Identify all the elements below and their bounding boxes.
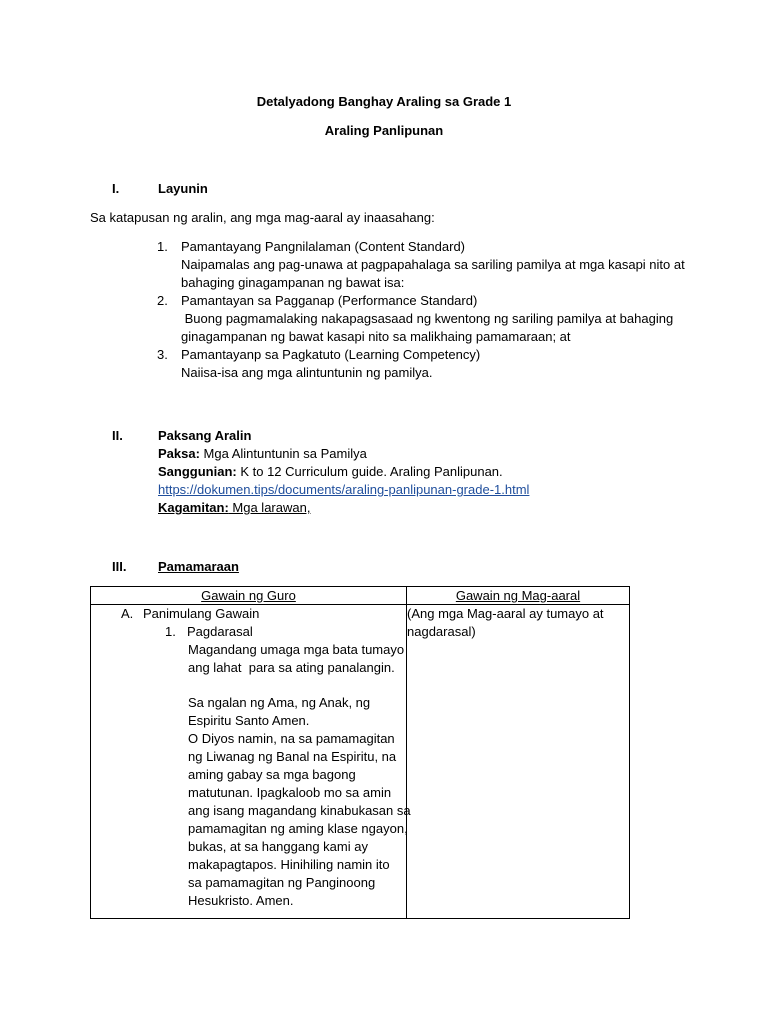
header-gawain-guro: Gawain ng Guro <box>91 587 407 605</box>
guro-line: ang lahat para sa ating panalangin. <box>188 660 395 675</box>
header-gawain-magaaral: Gawain ng Mag-aaral <box>407 587 630 605</box>
sanggunian-label: Sanggunian: <box>158 464 237 479</box>
prayer-line: O Diyos namin, na sa pamamagitan <box>188 731 395 746</box>
objective-text: bahaging ginagampanan ng bawat isa: <box>181 275 405 290</box>
magaaral-line: (Ang mga Mag-aaral ay tumayo at <box>407 606 604 621</box>
objective-item <box>157 238 717 292</box>
prayer-line: Sa ngalan ng Ama, ng Anak, ng <box>188 695 371 710</box>
procedure-table <box>90 586 630 919</box>
part-label: A. <box>121 606 134 621</box>
section-2-heading: Paksang Aralin <box>158 428 252 443</box>
prayer-line: makapagtapos. Hinihiling namin ito <box>188 857 390 872</box>
section-1-heading: Layunin <box>158 181 208 196</box>
objective-text: Naiisa-isa ang mga alintuntunin ng pamilya. <box>181 365 433 380</box>
objective-label: Pamantayanp sa Pagkatuto (Learning Competency) <box>181 347 481 362</box>
paksa-line <box>158 445 529 463</box>
objective-number: 1. <box>157 239 168 254</box>
prayer-line: Espiritu Santo Amen. <box>188 713 310 728</box>
part-title: Panimulang Gawain <box>143 606 260 621</box>
prayer-line: matutunan. Ipagkaloob mo sa amin <box>188 785 392 800</box>
magaaral-cell <box>407 605 630 919</box>
table-row <box>91 605 630 919</box>
section-1-intro: Sa katapusan ng aralin, ang mga mag-aaral ay inaasahang: <box>90 210 435 225</box>
prayer-line: aming gabay sa mga bagong <box>188 767 356 782</box>
objectives-list <box>157 238 717 382</box>
objective-item <box>157 346 717 382</box>
prayer-line: sa pamamagitan ng Panginoong <box>188 875 376 890</box>
reference-link[interactable]: https://dokumen.tips/documents/araling-panlipunan-grade-1.html <box>158 482 530 497</box>
prayer-line: bukas, at sa hanggang kami ay <box>188 839 368 854</box>
section-3-numeral: III. <box>112 559 127 574</box>
section-2-numeral: II. <box>112 428 123 443</box>
section-3-heading: Pamamaraan <box>158 559 239 574</box>
step-title: Pagdarasal <box>187 624 253 639</box>
sanggunian-line <box>158 463 529 481</box>
objective-text: Buong pagmamalaking nakapagsasaad ng kwentong ng sariling pamilya at bahaging <box>181 311 674 326</box>
part-heading <box>91 605 406 623</box>
objective-text: ginagampanan ng bawat kasapi nito sa malikhaing pamamaraan; at <box>181 329 571 344</box>
section-2-block <box>158 427 529 517</box>
paksa-value: Mga Alintuntunin sa Pamilya <box>199 446 367 461</box>
section-1-numeral: I. <box>112 181 120 196</box>
kagamitan-value: Mga larawan, <box>228 500 311 515</box>
guro-cell <box>91 605 411 919</box>
objective-number: 2. <box>157 293 168 308</box>
sanggunian-value: K to 12 Curriculum guide. Araling Panlipunan. <box>236 464 503 479</box>
objective-text: Naipamalas ang pag-unawa at pagpapahalaga sa sariling pamilya at mga kasapi nito at <box>181 257 685 272</box>
prayer-line: Hesukristo. Amen. <box>188 893 294 908</box>
objective-label: Pamantayang Pangnilalaman (Content Standard) <box>181 239 466 254</box>
reference-link-line <box>158 481 529 499</box>
guro-instruction <box>188 641 411 910</box>
objective-item <box>157 292 717 346</box>
prayer-line: pamamagitan ng aming klase ngayon, <box>188 821 408 836</box>
kagamitan-line <box>158 499 529 517</box>
magaaral-line: nagdarasal) <box>407 624 476 639</box>
step-heading <box>91 623 406 641</box>
document-subtitle: Araling Panlipunan <box>324 123 444 138</box>
step-number: 1. <box>165 624 176 639</box>
paksa-label: Paksa: <box>158 446 200 461</box>
document-title: Detalyadong Banghay Araling sa Grade 1 <box>256 94 512 109</box>
prayer-line: ng Liwanag ng Banal na Espiritu, na <box>188 749 397 764</box>
guro-line: Magandang umaga mga bata tumayo <box>188 642 405 657</box>
objective-number: 3. <box>157 347 168 362</box>
table-header-row <box>91 587 630 605</box>
prayer-line: ang isang magandang kinabukasan sa <box>188 803 411 818</box>
kagamitan-label: Kagamitan: <box>158 500 229 515</box>
objective-label: Pamantayan sa Pagganap (Performance Standard) <box>181 293 478 308</box>
